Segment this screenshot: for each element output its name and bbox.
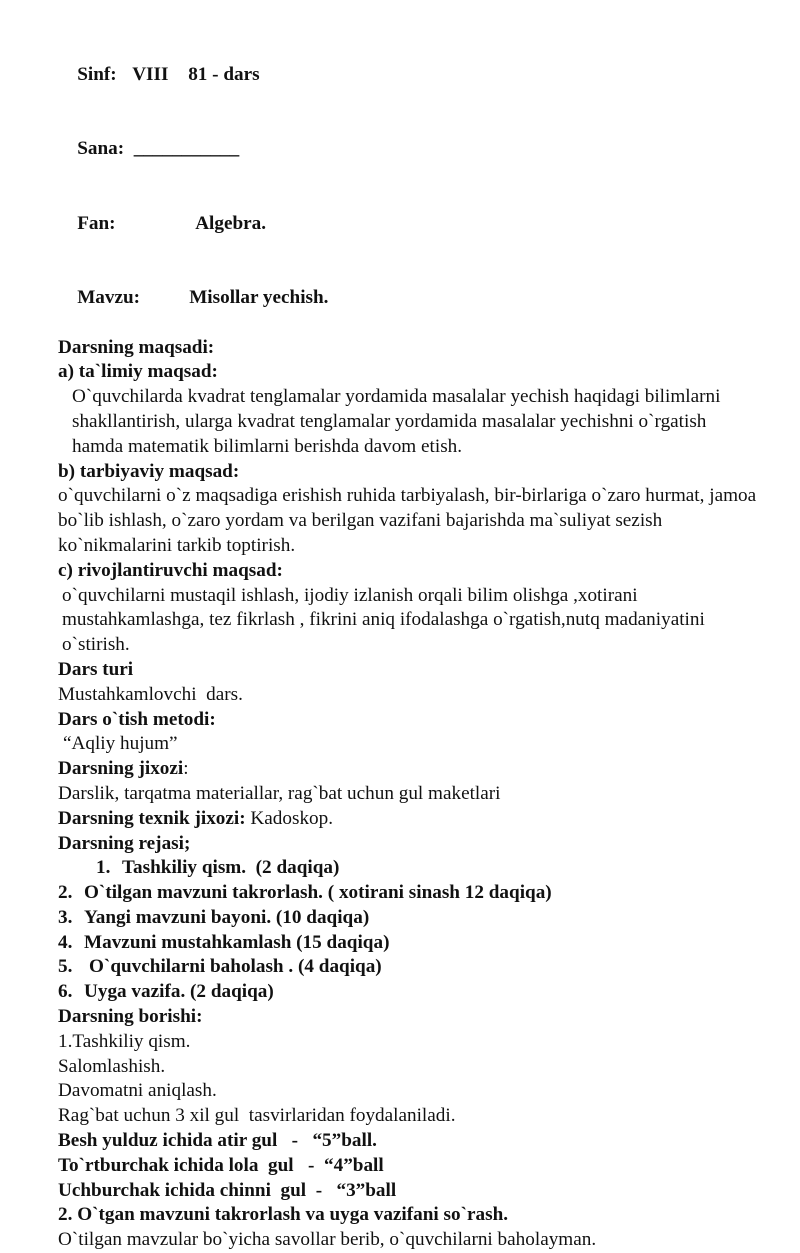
metod-value: “Aqliy hujum”	[63, 733, 178, 755]
reja-item-text: Yangi mavzuni bayoni. (10 daqiqa)	[84, 906, 370, 928]
maqsad-title: Darsning maqsadi:	[58, 336, 215, 358]
reja-item-text: Uyga vazifa. (2 daqiqa)	[84, 981, 274, 1003]
fan-value: Algebra.	[195, 212, 267, 234]
borishi-line: Davomatni aniqlash.	[58, 1080, 217, 1102]
borishi-line: Salomlashish.	[58, 1055, 166, 1077]
reja-item-number: 3.	[58, 906, 73, 928]
mavzu-value: Misollar yechish.	[189, 286, 329, 308]
reja-item-text: O`tilgan mavzuni takrorlash. ( xotirani sinash 12 daqiqa)	[84, 882, 552, 904]
reja-item-number: 4.	[58, 931, 73, 953]
fan-line	[58, 187, 760, 261]
sinf-label: Sinf:	[77, 63, 117, 85]
reja-item	[58, 955, 760, 980]
fan-label: Fan:	[77, 212, 116, 234]
reja-item	[58, 931, 760, 956]
reja-title: Darsning rejasi;	[58, 832, 191, 854]
reja-item-number: 5.	[58, 956, 73, 978]
section2-title: 2. O`tgan mavzuni takrorlash va uyga vazifani so`rash.	[58, 1204, 509, 1226]
tarbiyaviy-title: b) tarbiyaviy maqsad:	[58, 460, 240, 482]
reja-item	[58, 881, 760, 906]
reja-item	[58, 980, 760, 1005]
borishi-line: Rag`bat uchun 3 xil gul tasvirlaridan foydalaniladi.	[58, 1105, 456, 1127]
texnik-line	[58, 807, 760, 832]
jixoz-label: Darsning jixozi	[58, 758, 184, 780]
tarbiyaviy-text: o`quvchilarni o`z maqsadiga erishish ruhida tarbiyalash, bir-birlariga o`zaro hurmat, jamoa bo`lib ishlash, o`zaro yordam va berilgan vazifani bajarishda ma`suliyat sezish ko`nikmalarini tarkib toptirish.	[58, 485, 757, 556]
dars-turi-value: Mustahkamlovchi dars.	[58, 683, 243, 705]
sana-blank: ___________	[133, 138, 240, 160]
sana-label: Sana:	[77, 138, 125, 160]
reja-item-text: Mavzuni mustahkamlash (15 daqiqa)	[84, 931, 390, 953]
sinf-value: VIII	[132, 63, 169, 85]
reja-item	[58, 856, 760, 881]
texnik-value: Kadoskop.	[245, 807, 334, 829]
jixoz-line	[58, 757, 760, 782]
metod-label: Dars o`tish metodi:	[58, 708, 216, 730]
reja-item-number: 1.	[96, 857, 111, 879]
sana-line	[58, 112, 760, 186]
borishi-title: Darsning borishi:	[58, 1006, 203, 1028]
talimiy-title: a) ta`limiy maqsad:	[58, 361, 218, 383]
texnik-label: Darsning texnik jixozi:	[58, 807, 246, 829]
reja-item-text: O`quvchilarni baholash . (4 daqiqa)	[89, 956, 382, 978]
dars-turi-label: Dars turi	[58, 658, 134, 680]
reja-item-number: 6.	[58, 981, 73, 1003]
reja-item	[58, 906, 760, 931]
borishi-line: 1.Tashkiliy qism.	[58, 1030, 191, 1052]
talimiy-text: O`quvchilarda kvadrat tenglamalar yordamida masalalar yechish haqidagi bilimlarni shakllantirish, ularga kvadrat tenglamalar yordamida masalalar yechishni o`rgatish hamda matematik bilimlarni berishda davom etish.	[72, 386, 721, 457]
sinf-line	[58, 38, 760, 112]
rivojlantiruvchi-title: c) rivojlantiruvchi maqsad:	[58, 559, 283, 581]
jixoz-value: Darslik, tarqatma materiallar, rag`bat uchun gul maketlari	[58, 782, 501, 804]
rivojlantiruvchi-text: o`quvchilarni mustaqil ishlash, ijodiy izlanish orqali bilim olishga ,xotirani mustahkamlashga, tez fikrlash , fikrini aniq ifodalashga o`rgatish,nutq madaniyatini o`stirish.	[62, 584, 705, 656]
section2-text: O`tilgan mavzular bo`yicha savollar berib, o`quvchilarni baholayman.	[58, 1229, 597, 1251]
ball-line: Besh yulduz ichida atir gul - “5”ball.	[58, 1130, 377, 1152]
reja-item-number: 2.	[58, 882, 73, 904]
mavzu-label: Mavzu:	[77, 286, 141, 308]
ball-line: To`rtburchak ichida lola gul - “4”ball	[58, 1154, 384, 1176]
mavzu-line	[58, 261, 760, 335]
dars-number: 81 - dars	[188, 63, 260, 85]
ball-line: Uchburchak ichida chinni gul - “3”ball	[58, 1179, 397, 1201]
jixoz-colon: :	[183, 758, 189, 780]
reja-item-text: Tashkiliy qism. (2 daqiqa)	[122, 857, 340, 879]
